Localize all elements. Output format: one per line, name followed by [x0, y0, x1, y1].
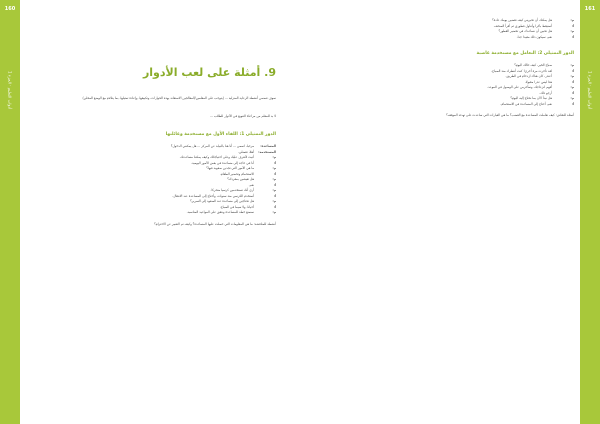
speaker: م: — [570, 29, 574, 33]
dialogue-line — [326, 102, 574, 108]
line-text: أفهم انزعاجك، وسأحرص على الوصول في الموعد. — [487, 85, 552, 89]
speaker: م: — [570, 18, 574, 22]
line-text: نعم، أحتاج إلى المساعدة في الاستحمام. — [500, 101, 552, 106]
speaker: أ: — [273, 204, 276, 209]
line-text: هل يمكنك أن تخبريني كيف تقضين يومك عادة؟ — [492, 18, 552, 22]
right-side-label: أدوات التعليم · الجزء 1 — [587, 70, 593, 110]
dialogue-line — [32, 210, 276, 216]
speaker: م: — [272, 188, 276, 192]
chapter-title: 9. أمثلة على لعب الأدوار — [142, 66, 276, 79]
left-side-label: أدوات التعليم · الجزء 1 — [7, 70, 13, 110]
speaker: أ: — [571, 90, 574, 95]
line-text: هل تحبين أن نساعدك في تحضير الفطور؟ — [498, 29, 552, 33]
line-text: لقد تأخرت مرة أخرى! كنت أنتظرك منذ الصباح. — [491, 68, 552, 73]
section-2-title: الدور التمثيلي 2: التعامل مع مستخدمة غاضبة — [476, 51, 574, 56]
line-text: صباح الخير، كيف حالك اليوم؟ — [514, 63, 552, 67]
line-text: أستخدم الكرسي منذ سنوات، وأحتاج إلى المساعدة عند الانتقال. — [172, 193, 254, 198]
left-closing-note: أنشطة للمناقشة: ما هي المعلومات التي حصلت عليها المساعدة؟ وكيف تم التعبير عن الاحترام؟ — [154, 221, 276, 226]
speaker: المساعدة: — [260, 144, 276, 148]
speaker: أ: — [273, 171, 276, 176]
line-text: أحيانا، ولا سيما في الصباح. — [219, 204, 254, 209]
line-text: مرحبا، اسمي ... أنا هنا بالنيابة عن المركز ... هل يمكنني الدخول؟ — [170, 144, 254, 148]
speaker: أ: — [273, 160, 276, 165]
left-page-number: 160 — [4, 6, 16, 12]
speaker: المستخدمة: — [258, 149, 276, 154]
speaker: أ: — [571, 79, 574, 84]
speaker: أ: — [273, 182, 276, 187]
line-text: ما هي الأمور التي تجدين صعوبة فيها؟ — [206, 166, 254, 170]
right-content — [326, 18, 574, 119]
speaker: م: — [272, 210, 276, 214]
line-text: نعم. — [248, 182, 254, 187]
right-closing-note: أسئلة للنقاش: كيف تعاملت المساعدة مع الغضب؟ ما هي العبارات التي ساعدت على تهدئة الموقف؟ — [446, 113, 574, 117]
line-text: الاستحمام وتحضير الطعام. — [219, 171, 254, 176]
speaker: أ: — [571, 23, 574, 28]
left-content — [32, 18, 276, 227]
line-text: نعم، سيكون ذلك مفيدا جدا. — [516, 34, 552, 39]
left-side-bar — [0, 0, 20, 424]
speaker: م: — [570, 74, 574, 78]
line-text: أعتذر، كان هناك ازدحام في الطريق. — [505, 74, 552, 78]
dialogue-2 — [326, 63, 574, 107]
intro-paragraph: سوف تتضمن أنشطة الرعاية المنزلية ... (يتوجب على المعلمين/المعالجين الاستعانة بهذه الحوارات، وتكييفها، وإعادة تمثيلها، بما يتلاءم مع الوضع المحلي) — [82, 96, 276, 100]
speaker: أ: — [571, 34, 574, 39]
line-text: أهلا، تفضلي. — [237, 149, 254, 154]
line-text: أستيقظ باكرا وأتناول فطوري ثم أقرأ الصحف. — [493, 23, 552, 28]
line-text: أرى أنك تستخدمين كرسيا متحركا. — [210, 188, 254, 192]
speaker: م: — [570, 63, 574, 67]
speaker: م: — [272, 199, 276, 203]
line-text: هل تعيشين بمفردك؟ — [227, 177, 254, 181]
dialogue-1 — [32, 144, 276, 216]
line-text: أنا في حاجة إلى مساعدة في بعض الأمور اليومية. — [191, 160, 254, 165]
speaker: م: — [570, 96, 574, 100]
right-side-bar — [580, 0, 600, 424]
section-1-title: الدور التمثيلي 1: اللقاء الأول مع مستخدمة وعائلتها — [165, 132, 276, 137]
dialogue-line — [326, 35, 574, 41]
right-page — [300, 0, 600, 424]
dialogue-top — [326, 18, 574, 40]
line-text: هل نبدأ الآن بما نحتاج إليه اليوم؟ — [510, 96, 552, 100]
line-text: أرجو ذلك. — [539, 90, 552, 95]
line-text: هل تحتاجين إلى مساعدة عند الصعود إلى السرير؟ — [190, 199, 254, 203]
line-text: هذا ليس عذرا مقبولا. — [524, 79, 552, 84]
speaker: م: — [272, 155, 276, 159]
speaker: أ: — [273, 193, 276, 198]
speaker: م: — [272, 166, 276, 170]
speaker: أ: — [571, 101, 574, 106]
line-text: سنضع خطة للمساعدة ونتفق على المواعيد المناسبة. — [186, 210, 254, 214]
line-text: أتيت لأتعرف عليك وعلى احتياجاتك وكيف يمكننا مساعدتك. — [179, 155, 254, 159]
speaker: م: — [272, 177, 276, 181]
speaker: أ: — [571, 68, 574, 73]
intro-paragraph-2: لا بد للمعلم من مراعاة التنويع في الأدوار للطلاب ... — [210, 113, 276, 118]
speaker: م: — [570, 85, 574, 89]
right-page-number: 161 — [584, 6, 596, 12]
